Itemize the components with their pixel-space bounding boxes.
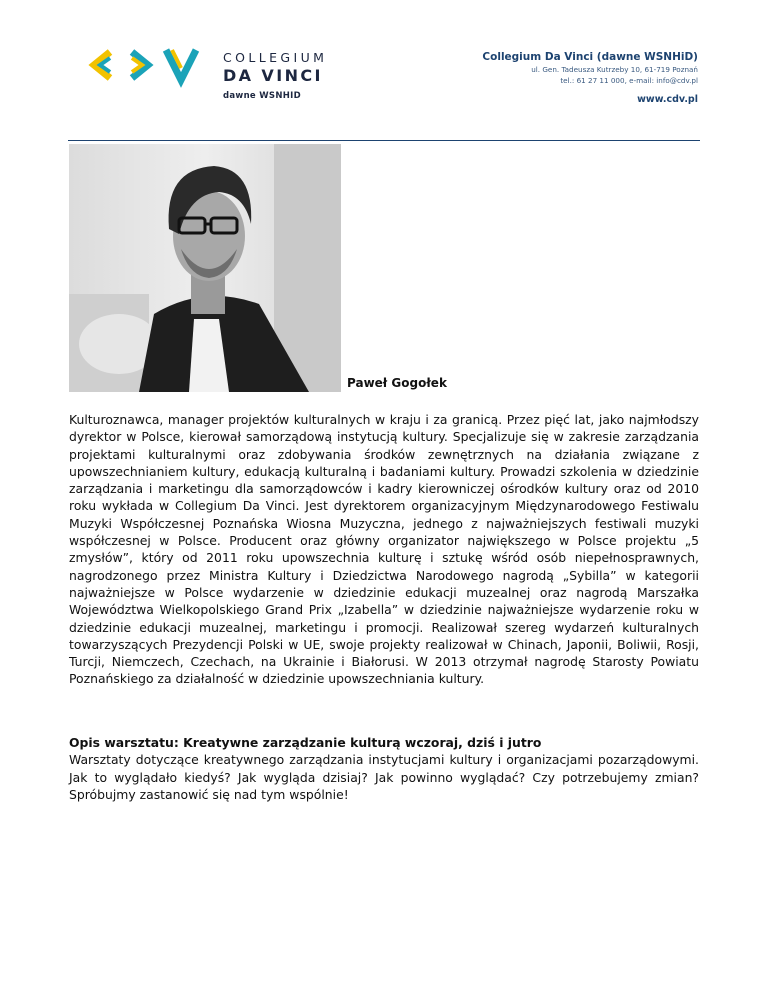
workshop-description: Warsztaty dotyczące kreatywnego zarządzania instytucjami kultury i organizacjami pozarządowymi. Jak to wyglądało kiedyś? Jak wygląda dzisiaj? Jak powinno wyglądać? Czy potrzebujemy zmian? Spróbujmy zastanowić się nad tym wspólnie!: [69, 752, 699, 802]
logo-text-collegium: COLLEGIUM: [223, 50, 328, 65]
logo-text-da-vinci: DA VINCI: [223, 66, 323, 85]
workshop-section: [69, 734, 699, 803]
website-link[interactable]: www.cdv.pl: [637, 94, 698, 105]
institution-name: Collegium Da Vinci (dawne WSNHiD): [482, 51, 698, 63]
biography-text: [69, 411, 699, 688]
portrait-photo: [69, 144, 341, 392]
letterhead-contact: [482, 50, 698, 105]
cdv-logo-mark: [88, 46, 216, 90]
logo-text-subtitle: dawne WSNHID: [223, 91, 301, 101]
institution-address: ul. Gen. Tadeusza Kutrzeby 10, 61-719 Poznań: [531, 65, 698, 74]
header-divider: [68, 140, 700, 141]
cdv-logo: [88, 46, 348, 106]
institution-contact: tel.: 61 27 11 000, e-mail: info@cdv.pl: [560, 76, 698, 85]
workshop-title: Opis warsztatu: Kreatywne zarządzanie kulturą wczoraj, dziś i jutro: [69, 735, 542, 750]
person-name: Paweł Gogołek: [347, 376, 447, 390]
biography-paragraph: Kulturoznawca, manager projektów kulturalnych w kraju i za granicą. Przez pięć lat, jako najmłodszy dyrektor w Polsce, kierował samorządową instytucją kultury. Specjalizuje się w zakresie zarządzania projektami kulturalnymi oraz zdobywania środków zewnętrznych na działania związane z upowszechnianiem kultury, edukacją kulturalną i badaniami kultury. Prowadzi szkolenia w dziedzinie zarządzania i marketingu dla samorządowców i kadry kierowniczej ośrodków kultury oraz od 2010 roku wykłada w Collegium Da Vinci. Jest dyrektorem organizacyjnym Międzynarodowego Festiwalu Muzyki Współczesnej Poznańska Wiosna Muzyczna, jednego z najważniejszych festiwali muzyki współczesnej w Polsce. Producent oraz główny organizator największego w Polsce projektu „5 zmysłów”, który od 2011 roku upowszechnia kulturę i sztukę wśród osób niepełnosprawnych, nagrodzonego przez Ministra Kultury i Dziedzictwa Narodowego nagrodą „Sybilla” w kategorii najważniejsze w Polsce wydarzenie w dziedzinie edukacji muzealnej oraz nagrodą Marszałka Województwa Wielkopolskiego Grand Prix „Izabella” w dziedzinie najważniejsze wydarzenie roku w dziedzinie edukacji muzealnej, marketingu i promocji. Realizował szereg wydarzeń kulturalnych towarzyszących Prezydencji Polski w UE, swoje projekty realizował w Chinach, Japonii, Boliwii, Rosji, Turcji, Niemczech, Czechach, na Ukrainie i Białorusi. W 2013 otrzymał nagrodę Starosty Powiatu Poznańskiego za działalność w dziedzinie upowszechniania kultury.: [69, 412, 699, 687]
